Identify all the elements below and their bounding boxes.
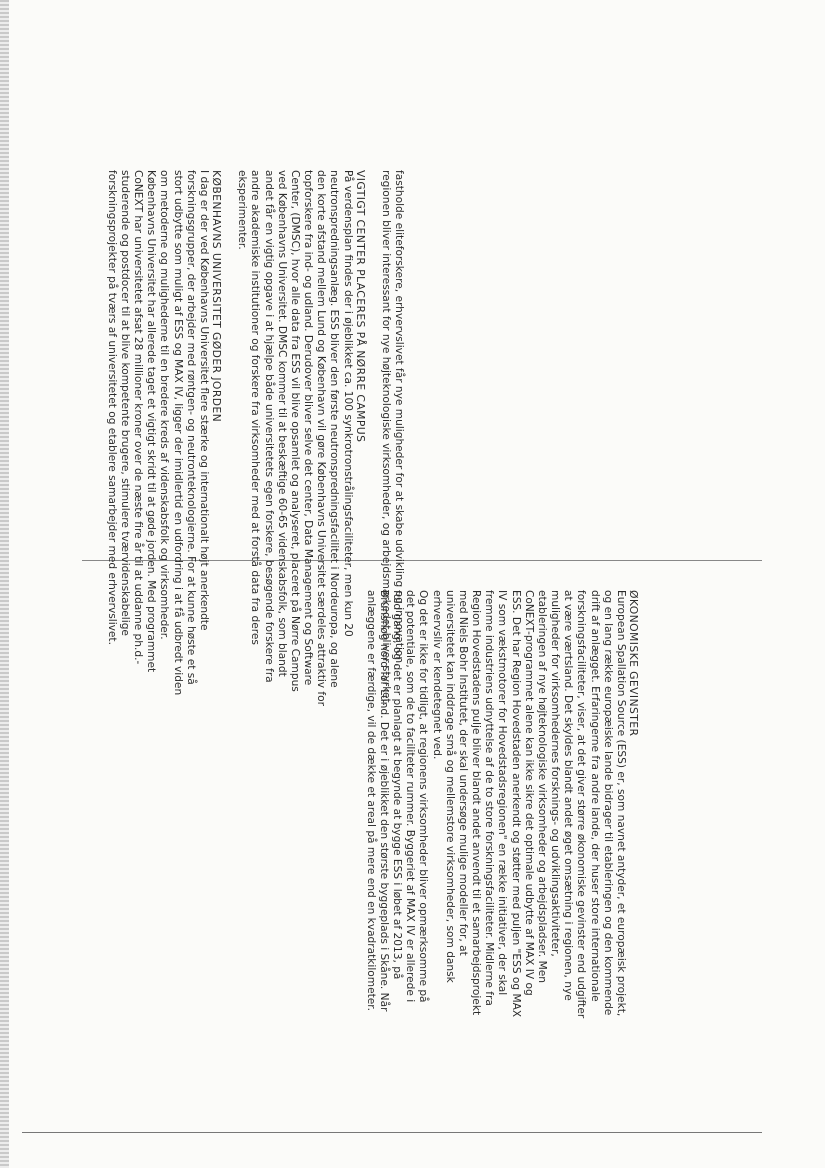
section-body-economics-1: European Spallation Source (ESS) er, som navnet antyder, et europæisk projekt, og en lang række europæiske lande bidrager til etableringen og den kommende drift af anlægget. Erfaringerne fra andre lande, der huser store internationale forskningsfaciliteter, viser, at det giver større økonomiske gevinster end udgifter at være værtsland. Det skyldes blandt andet øget omsætning i regionen, nye muligheder for virksomhedernes forsknings- og udviklingsaktiviteter, etableringen af nye højteknologiske virksomheder og arbejdspladser. Men CoNEXT-programmet alene kan ikke sikre det optimale udbytte af MAX IV og ESS. Det har Region Hovedstaden anerkendt og støtter med puljen "ESS og MAX IV som vækstmotorer for Hovedstadsregionen" en række initiativer, der skal fremme industriens udnyttelse af de to store forskningsfaciliteter. Midlerne fra Region Hovedstadens pulje bliver blandt andet anvendt til et samarbejdsprojekt med Niels Bohr Institutet, der skal undersøge mulige modeller for, at universitetet kan inddrage små og mellemstore virksomheder, som dansk erhvervsliv er kendetegnet ved. bbox=[430, 590, 627, 1019]
section-heading-center: VIGTIGT CENTER PLACERES PÅ NØRRE CAMPUS bbox=[353, 170, 367, 443]
section-body-center: På verdensplan findes der i øjeblikket ca. 100 synkrotronstrålingsfaciliteter, men kun 20 neutronspredningsanlæg. ESS bliver den første neutronspredningsfacilitet i Nordeuropa, og alene den korte afstand mellem Lund og København vil gøre Københavns Universitet særdeles attraktiv for topforskere fra ind- og udland. Derudover bliver selve det center, Data Management og Software Center, (DMSC), hvor alle data fra ESS vil blive opsamlet og analyseret, placeret på Nørre Campus ved Københavns Universitet. DMSC kommer til at beskæftige 60-65 videnskabsfolk, som blandt andet får en vigtig opgave i at hjælpe både universitetets egen forskere, besøgende forskere fra andre akademiske institutioner og forskere fra virksomheder med at forstå data fra deres eksperimenter. bbox=[236, 170, 354, 706]
section-heading-economics: ØKONOMISKE GEVINSTER bbox=[627, 590, 640, 737]
intro-paragraph: fastholde eliteforskere, erhvervslivet får nye muligheder for at skabe udvikling og innovation, regionen bliver interessant for nye højteknologiske virksomheder, og arbejdsmarkedet bliver styrket. bbox=[379, 170, 405, 707]
scan-binding-edge bbox=[0, 0, 9, 1168]
section-body-economics-2: Og det er ikke for tidligt, at regionens virksomheder bliver opmærksomme på det potentiale, som de to faciliteter rummer. Byggeriet af MAX IV er allerede i fuld gang, og det er planlagt at begynde at bygge ESS i løbet af 2013, på Brunshøg nord for Lund. Det er i øjeblikket den største byggeplads i Skåne. Når anlæggene er færdige, vil de dække et areal på mere end en kvadratkilometer. bbox=[364, 590, 430, 1012]
section-body-university-1: I dag er der ved Københavns Universitet flere stærke og internationalt højt anerkendte forskningsgrupper, der arbejder med røntgen- og neutronteknologierne. For at kunne høste et så stort udbytte som muligt af ESS og MAX IV, ligger der imidlertid en udfordring i at få udbredt viden om metoderne og mulighederne til en bredere kreds af videnskabsfolk og virksomheder. bbox=[158, 170, 210, 696]
page-edge-rule bbox=[22, 1132, 762, 1133]
section-heading-university: KØBENHAVNS UNIVERSITET GØDER JORDEN bbox=[210, 170, 224, 423]
right-text-column bbox=[210, 590, 640, 1020]
section-body-university-2: Københavns Universitet har allerede taget et vigtigt skridt til at gøde jorden. Med programmet CoNEXT har universitetet afsat 28 millioner kroner over de næste fire år til at uddanne ph.d.-studerende og postdocer til at blive kompetente brugere, stimulere tværvidenskabelige forskningsprojekter på tværs af universitetet og etablere samarbejder med erhvervslivet. bbox=[105, 170, 158, 673]
